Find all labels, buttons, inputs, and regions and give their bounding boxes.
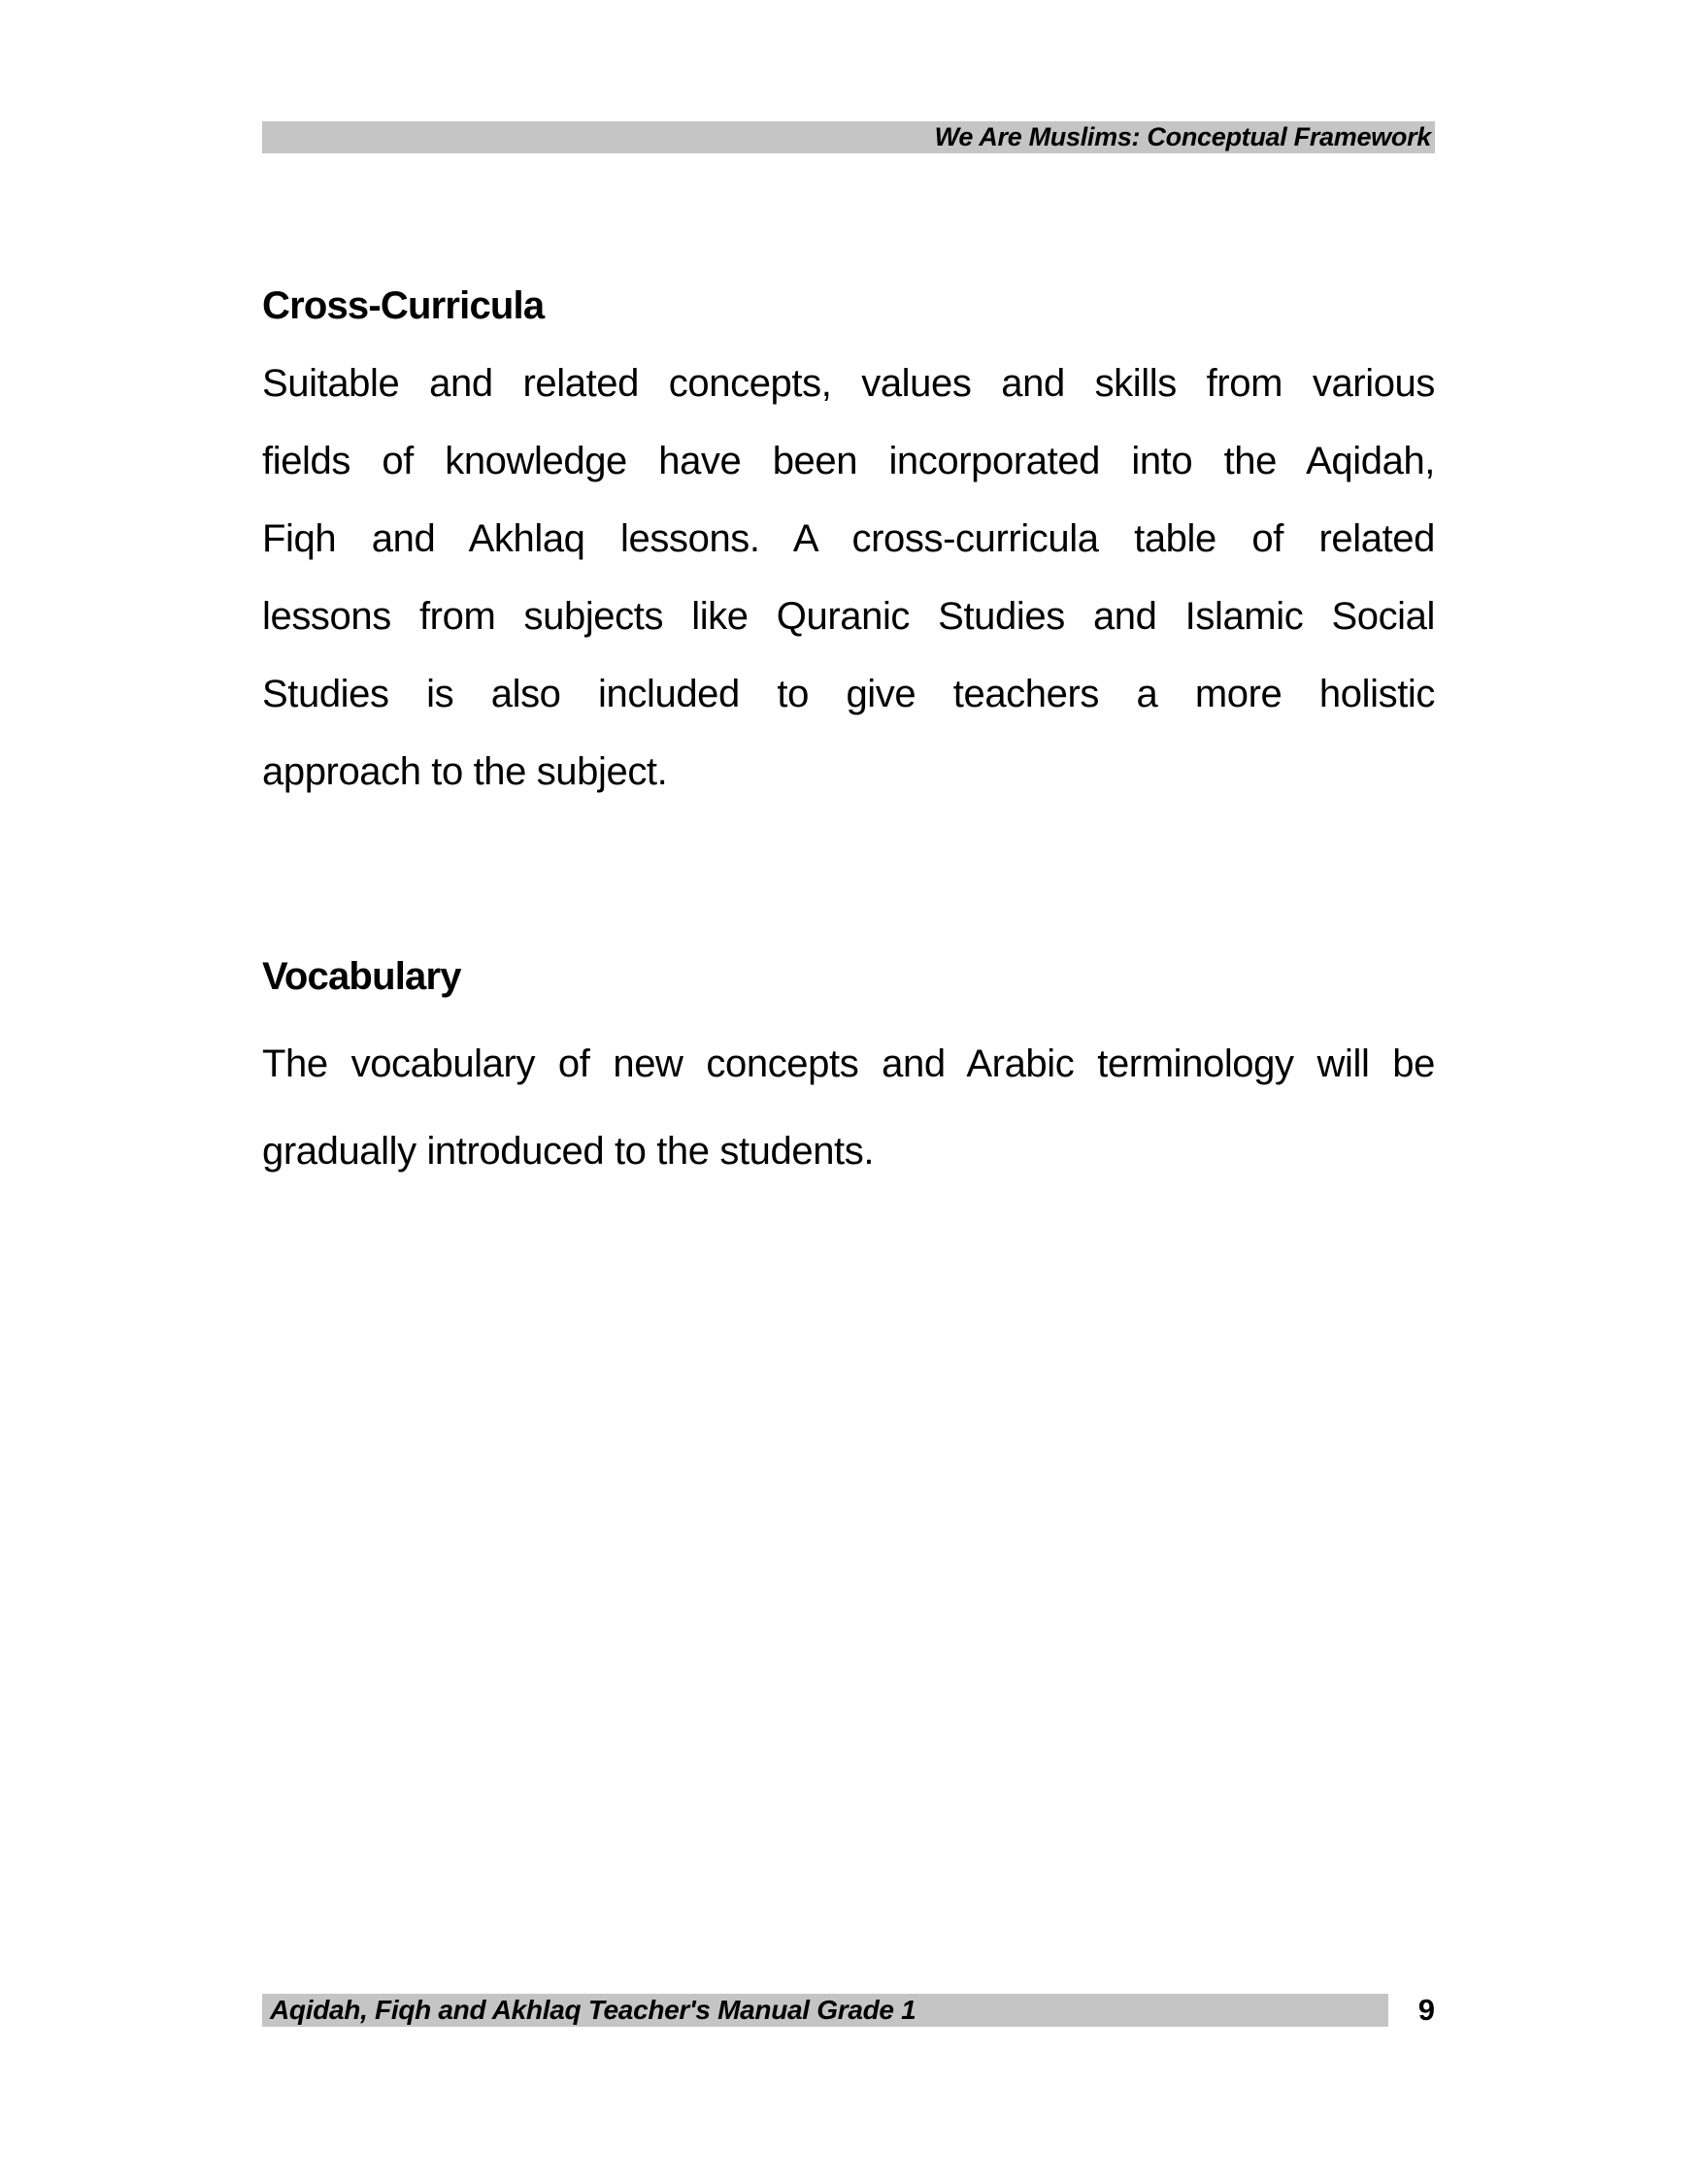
paragraph-line: lessons from subjects like Quranic Studies and Islamic Social — [262, 595, 1435, 638]
section-heading-cross-curricula: Cross-Curricula — [262, 284, 545, 327]
paragraph-line: The vocabulary of new concepts and Arabic terminology will be — [262, 1042, 1435, 1085]
paragraph-line: fields of knowledge have been incorporated into the Aqidah, — [262, 440, 1435, 482]
header-title: We Are Muslims: Conceptual Framework — [934, 122, 1431, 151]
page-number: 9 — [1417, 1993, 1435, 2027]
cross-curricula-paragraph — [262, 345, 1435, 811]
paragraph-line: Suitable and related concepts, values and skills from various — [262, 362, 1435, 405]
section-heading-vocabulary: Vocabulary — [262, 955, 461, 998]
footer-bar — [262, 1994, 1388, 2027]
paragraph-line: approach to the subject. — [262, 750, 668, 793]
header-bar — [262, 121, 1435, 153]
footer-title: Aqidah, Fiqh and Akhlaq Teacher's Manual Grade 1 — [270, 1995, 916, 2025]
paragraph-line: Fiqh and Akhlaq lessons. A cross-curricula table of related — [262, 517, 1435, 560]
vocabulary-paragraph — [262, 1020, 1435, 1195]
paragraph-line: Studies is also included to give teachers a more holistic — [262, 673, 1435, 715]
paragraph-line: gradually introduced to the students. — [262, 1130, 875, 1173]
